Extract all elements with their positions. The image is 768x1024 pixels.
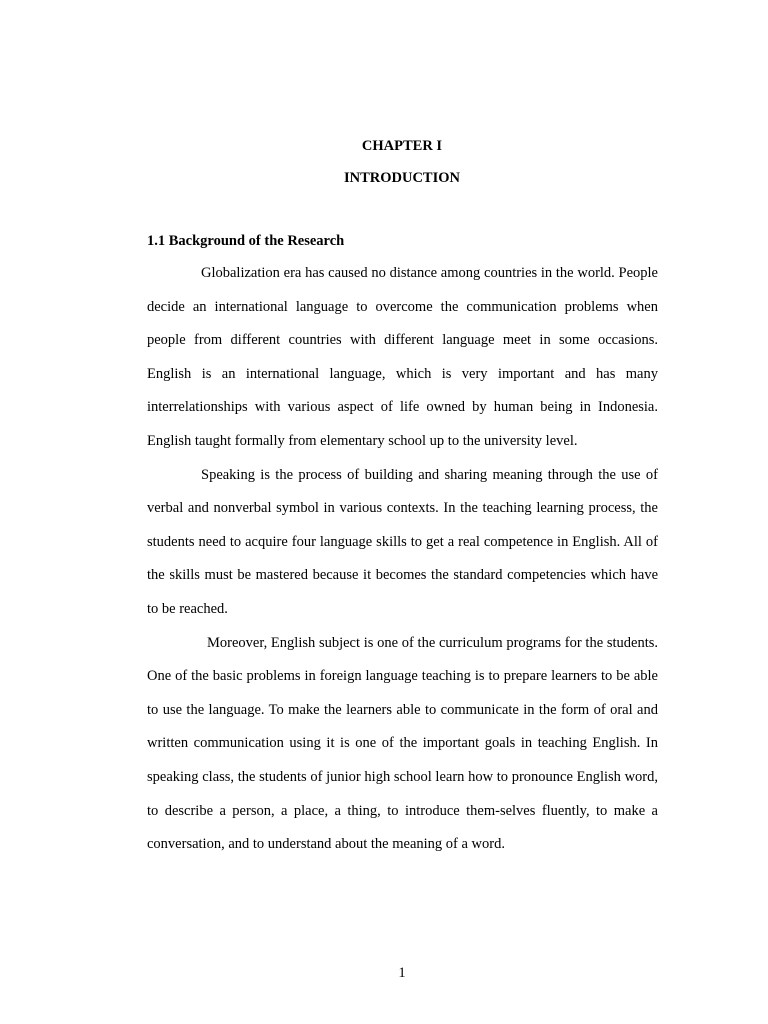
paragraph-globalization: Globalization era has caused no distance among countries in the world. People decide an international language to overcome the communication problems when people from different countries with different language meet in some occasions. English is an international language, which is very important and has many interrelationships with various aspect of life owned by human being in Indonesia. English taught formally from elementary school up to the university level.: [147, 265, 658, 449]
chapter-number: CHAPTER I: [361, 138, 443, 154]
chapter-title: INTRODUCTION: [343, 170, 460, 186]
section-heading: 1.1 Background of the Research: [147, 233, 345, 249]
body-text: [147, 257, 658, 862]
paragraph-curriculum: Moreover, English subject is one of the curriculum programs for the students. One of the basic problems in foreign language teaching is to prepare learners to be able to use the language. To make the learners able to communicate in the form of oral and written communication using it is one of the important goals in teaching English. In speaking class, the students of junior high school learn how to pronounce English word, to describe a person, a place, a thing, to introduce them-selves fluently, to make a conversation, and to understand about the meaning of a word.: [147, 634, 658, 853]
page-number: 1: [398, 965, 406, 981]
paragraph-speaking: Speaking is the process of building and sharing meaning through the use of verbal and nonverbal symbol in various contexts. In the teaching learning process, the students need to acquire four language skills to get a real competence in English. All of the skills must be mastered because it becomes the standard competencies which have to be reached.: [147, 466, 658, 617]
